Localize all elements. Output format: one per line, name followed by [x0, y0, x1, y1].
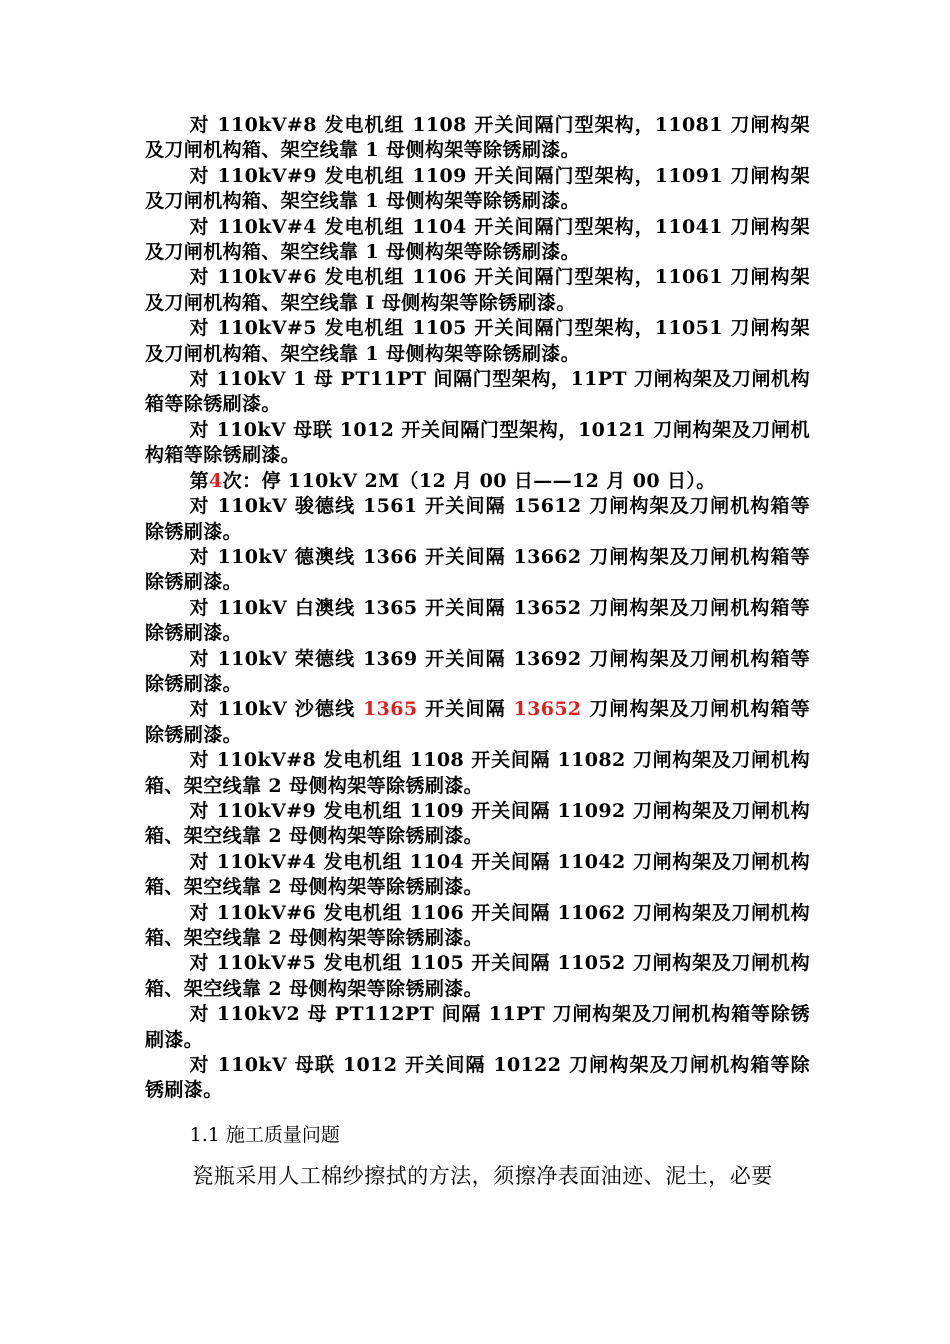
- paragraph-gen5-1m: 对 110kV#5 发电机组 1105 开关间隔门型架构，11051 刀闸构架及刀闸机构箱、架空线靠 1 母侧构架等除锈刷漆。: [145, 317, 810, 365]
- section-heading: 1.1 施工质量问题: [189, 1123, 340, 1146]
- shade-red-disconnector: 13652: [513, 698, 582, 721]
- paragraph-gen6-1m: 对 110kV#6 发电机组 1106 开关间隔门型架构，11061 刀闸构架及刀闸机构箱、架空线靠 I 母侧构架等除锈刷漆。: [145, 266, 810, 314]
- shade-red-switch: 1365: [362, 698, 418, 721]
- paragraph-bus-tie-10121: 对 110kV 母联 1012 开关间隔门型架构，10121 刀闸构架及刀闸机构箱等除锈刷漆。: [145, 418, 810, 467]
- shade-text-3: 刀闸构架及刀闸机构箱等除锈刷漆。: [145, 698, 810, 746]
- paragraph-gen8-2m: 对 110kV#8 发电机组 1108 开关间隔 11082 刀闸构架及刀闸机构箱、架空线靠 2 母侧构架等除锈刷漆。: [145, 749, 810, 797]
- paragraph-gen9-1m: 对 110kV#9 发电机组 1109 开关间隔门型架构，11091 刀闸构架及刀闸机构箱、架空线靠 1 母侧构架等除锈刷漆。: [145, 164, 810, 213]
- paragraph-shade-line: [145, 697, 810, 748]
- body-paragraph: 瓷瓶采用人工棉纱擦拭的方法，须擦净表面油迹、泥土，必要: [192, 1163, 773, 1188]
- document-page: [145, 113, 810, 1190]
- shade-text-2: 开关间隔: [417, 698, 514, 721]
- paragraph-rongde-line: 对 110kV 荣德线 1369 开关间隔 13692 刀闸构架及刀闸机构箱等除锈刷漆。: [145, 647, 810, 695]
- paragraph-stop-4: [145, 469, 810, 494]
- paragraph-gen8-1m: 对 110kV#8 发电机组 1108 开关间隔门型架构，11081 刀闸构架及刀闸机构箱、架空线靠 1 母侧构架等除锈刷漆。: [145, 114, 810, 162]
- paragraph-gen4-2m: 对 110kV#4 发电机组 1104 开关间隔 11042 刀闸构架及刀闸机构箱、架空线靠 2 母侧构架等除锈刷漆。: [145, 850, 810, 899]
- paragraph-gen4-1m: 对 110kV#4 发电机组 1104 开关间隔门型架构，11041 刀闸构架及刀闸机构箱、架空线靠 1 母侧构架等除锈刷漆。: [145, 215, 810, 264]
- paragraph-1m-pt: 对 110kV 1 母 PT11PT 间隔门型架构，11PT 刀闸构架及刀闸机构箱等除锈刷漆。: [145, 368, 810, 416]
- paragraph-bus-tie-10122: 对 110kV 母联 1012 开关间隔 10122 刀闸构架及刀闸机构箱等除锈刷漆。: [145, 1054, 810, 1102]
- paragraph-gen6-2m: 对 110kV#6 发电机组 1106 开关间隔 11062 刀闸构架及刀闸机构箱、架空线靠 2 母侧构架等除锈刷漆。: [145, 901, 810, 949]
- paragraph-junde-line: 对 110kV 骏德线 1561 开关间隔 15612 刀闸构架及刀闸机构箱等除锈刷漆。: [145, 495, 810, 543]
- stop-number: 4: [209, 469, 223, 492]
- stop-prefix: 第: [189, 469, 210, 492]
- stop-suffix: 次：停 110kV 2M（12 月 00 日——12 月 00 日）。: [222, 469, 716, 492]
- paragraph-deao-line: 对 110kV 德澳线 1366 开关间隔 13662 刀闸构架及刀闸机构箱等除锈刷漆。: [145, 545, 810, 594]
- paragraph-gen9-2m: 对 110kV#9 发电机组 1109 开关间隔 11092 刀闸构架及刀闸机构箱、架空线靠 2 母侧构架等除锈刷漆。: [145, 799, 810, 848]
- paragraph-gen5-2m: 对 110kV#5 发电机组 1105 开关间隔 11052 刀闸构架及刀闸机构箱、架空线靠 2 母侧构架等除锈刷漆。: [145, 952, 810, 1000]
- shade-text-1: 对 110kV 沙德线: [189, 698, 363, 721]
- paragraph-baiao-line: 对 110kV 白澳线 1365 开关间隔 13652 刀闸构架及刀闸机构箱等除锈刷漆。: [145, 596, 810, 645]
- paragraph-2m-pt: 对 110kV2 母 PT112PT 间隔 11PT 刀闸构架及刀闸机构箱等除锈刷漆。: [145, 1003, 810, 1051]
